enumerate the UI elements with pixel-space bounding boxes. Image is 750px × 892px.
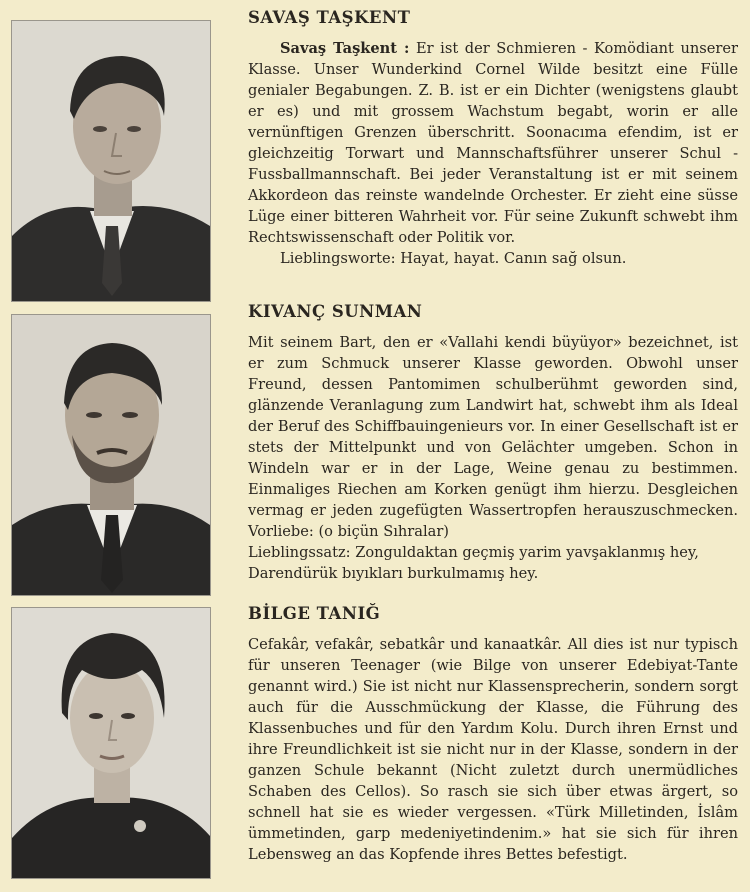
entry-lead-name: Savaş Taşkent :: [280, 40, 410, 57]
portrait-photo-savas: [11, 20, 211, 302]
entry-motto: Lieblingsworte: Hayat, hayat. Canın sağ olsun.: [280, 250, 627, 267]
entry-kivanc: [248, 300, 738, 584]
portrait-photo-bilge: [11, 607, 211, 879]
entry-name: KIVANÇ SUNMAN: [248, 302, 423, 321]
entry-description: Mit seinem Bart, den er «Vallahi kendi büyüyor» bezeichnet, ist er zum Schmuck unserer Klasse geworden. Obwohl unser Freund, dessen Pantomimen schulberühmt geworden sind, glänzende Veranlagung zum Landwirt hat, schwebt ihm als Ideal der Beruf des Schiffbauingenieurs vor. In einer Gesellschaft ist er stets der Mittelpunkt und von Gelächter umgeben. Schon in Windeln war er in der Lage, Weine genau zu bestimmen. Einmaliges Riechen am Korken genügt ihm hierzu. Desgleichen vermag er jeden zugefügten Wassertropfen herauszuschmecken. Vorliebe: (o biçün Sıhralar): [248, 334, 738, 540]
entry-name: SAVAŞ TAŞKENT: [248, 8, 411, 27]
entry-name: BİLGE TANIĞ: [248, 604, 381, 623]
entry-text: Er ist der Schmieren - Komödiant unserer Klasse. Unser Wunderkind Cornel Wilde besitzt eine Fülle genialer Begabungen. Z. B. ist er ein Dichter (wenigstens glaubt er es) und mit grossem Wachstum begabt, worin er alle vernünftigen Grenzen überschritt. Soonacıma efendim, ist er gleichzeitig Torwart und Mannschaftsführer unserer Schul - Fussballmannschaft. Bei jeder Veranstaltung ist er mit seinem Akkordeon das reinste wandelnde Orchester. Er zieht eine süsse Lüge einer bitteren Wahrheit vor. Für seine Zukunft schwebt ihm Rechtswissenschaft oder Politik vor.: [248, 40, 738, 246]
entry-savas: [248, 6, 738, 269]
entry-bilge: [248, 602, 738, 865]
entry-description: Cefakâr, vefakâr, sebatkâr und kanaatkâr. All dies ist nur typisch für unseren Teenager (wie Bilge von unserer Edebiyat-Tante genannt wird.) Sie ist nicht nur Klassensprecherin, sondern sorgt auch für die Ausschmückung der Klasse, die Führung des Klassenbuches und für den Yardım Kolu. Durch ihren Ernst und ihre Freundlichkeit ist sie nicht nur in der Klasse, sondern in der ganzen Schule bekannt (Nicht zuletzt durch unermüdliches Schaben des Cellos). So rasch sie sich über etwas ärgert, so schnell hat sie es wieder vergessen. «Türk Milletinden, İslâm ümmetinden, garp medeniyetindenim.» hat sie sich für ihren Lebensweg an das Kopfende ihres Bettes befestigt.: [248, 636, 738, 863]
portrait-photo-kivanc: [11, 314, 211, 596]
entry-description: [248, 38, 738, 248]
entry-motto: Lieblingssatz: Zonguldaktan geçmiş yarim yavşaklanmış hey, Darendürük bıyıkları burkulmamış hey.: [248, 544, 699, 582]
